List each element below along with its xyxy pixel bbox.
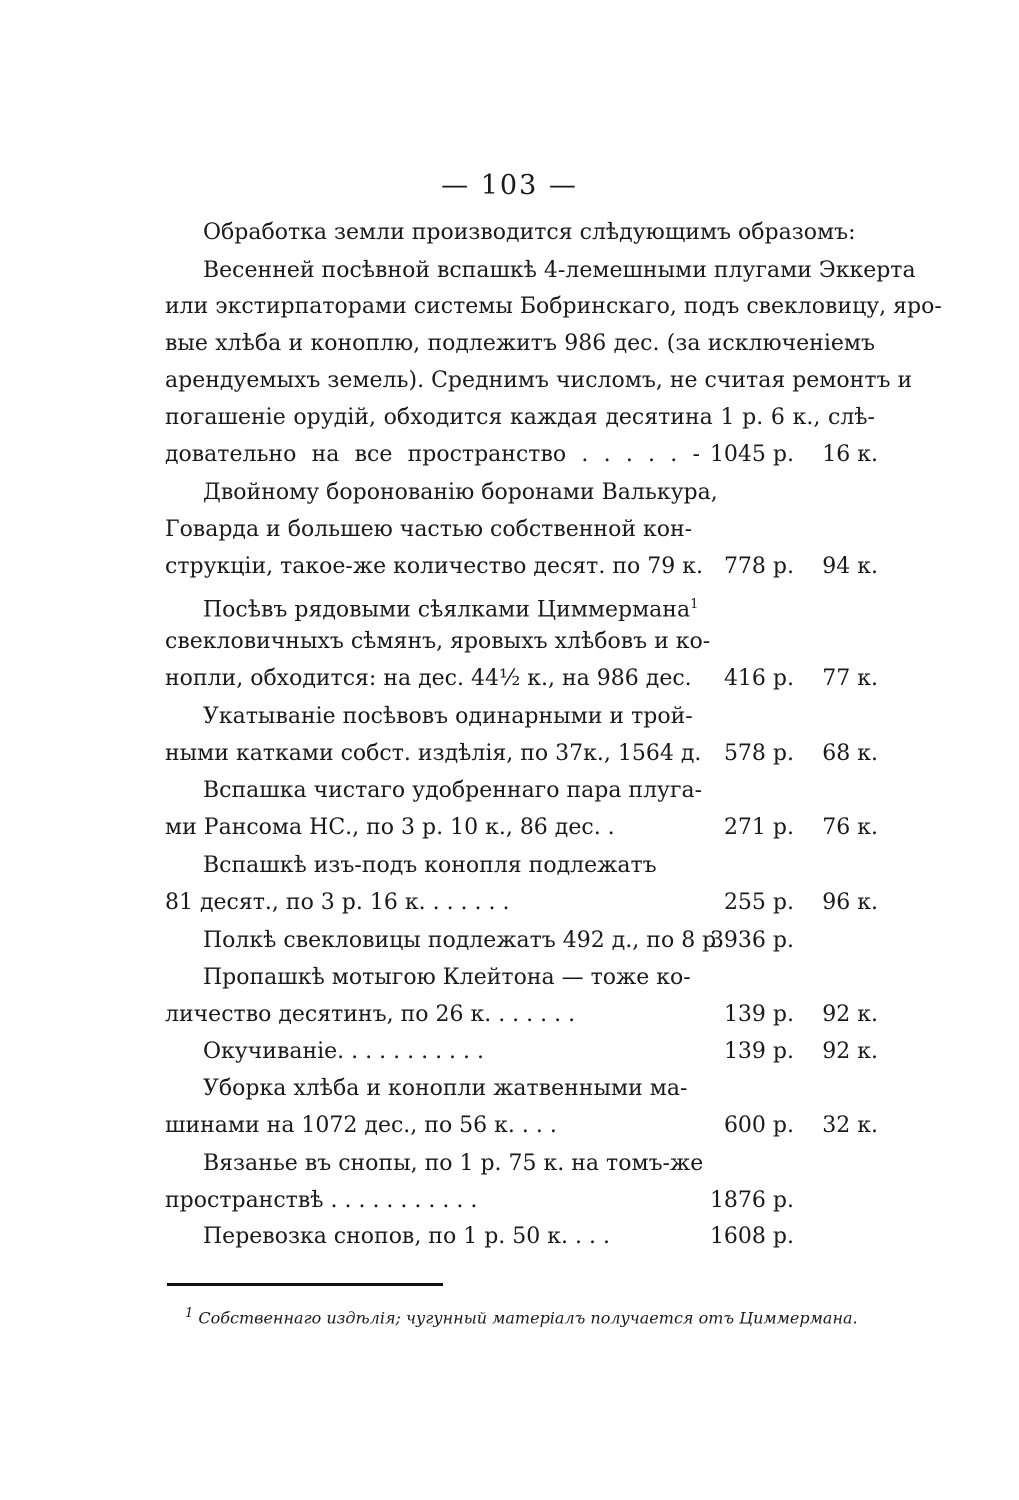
item-line: Вспашка чистаго удобреннаго пара плуга-: [203, 778, 703, 803]
amount-kopecks: 92 к.: [822, 1002, 878, 1027]
amount-kopecks: 92 к.: [822, 1039, 878, 1064]
amount-kopecks: 16 к.: [822, 442, 878, 467]
amount-kopecks: 68 к.: [822, 741, 878, 766]
item-line: Говарда и большею частью собственной кон-: [165, 517, 693, 542]
item-line: Уборка хлѣба и конопли жатвенными ма-: [203, 1076, 688, 1101]
para1-line: довательно на все пространство . . . . . -: [165, 442, 700, 467]
item-line: пространствѣ . . . . . . . . . . .: [165, 1188, 478, 1213]
amount-kopecks: 76 к.: [822, 815, 878, 840]
para1-line: Весенней посѣвной вспашкѣ 4-лемешными плугами Эккерта: [203, 258, 916, 283]
amount-rubles: 139 р.: [723, 1002, 794, 1027]
item-line: Полкѣ свекловицы подлежатъ 492 д., по 8 р.: [203, 928, 724, 953]
amount-rubles: 600 р.: [723, 1113, 794, 1138]
item-line: Окучиваніе. . . . . . . . . . .: [203, 1039, 485, 1064]
item-line: Пропашкѣ мотыгою Клейтона — тоже ко-: [203, 965, 691, 990]
item-line: Вязанье въ снопы, по 1 р. 75 к. на томъ-же: [203, 1151, 704, 1176]
footnote-marker: 1: [185, 1306, 194, 1321]
amount-rubles: 416 р.: [723, 666, 794, 691]
item-line: [203, 590, 698, 625]
para1-line: погашеніе орудій, обходится каждая десятина 1 р. 6 к., слѣ-: [165, 405, 875, 430]
footnote-text: Собственнаго издѣлія; чугунный матеріалъ получается отъ Циммермана.: [198, 1308, 858, 1328]
item-text: Посѣвъ рядовыми сѣялками Циммермана: [203, 597, 691, 623]
amount-rubles: 3936 р.: [709, 928, 794, 953]
item-line: свекловичныхъ сѣмянъ, яровыхъ хлѣбовъ и ко-: [165, 629, 711, 654]
page-number: — 103 —: [441, 170, 578, 201]
item-line: Укатываніе посѣвовъ одинарными и трой-: [203, 704, 693, 729]
amount-kopecks: 77 к.: [822, 666, 878, 691]
item-line: шинами на 1072 дес., по 56 к. . . .: [165, 1113, 557, 1138]
amount-rubles: 1045 р.: [709, 442, 794, 467]
item-line: ными катками собст. издѣлія, по 37к., 1564 д.: [165, 741, 702, 766]
amount-rubles: 271 р.: [723, 815, 794, 840]
amount-rubles: 578 р.: [723, 741, 794, 766]
item-line: Перевозка снопов, по 1 р. 50 к. . . .: [203, 1224, 610, 1249]
item-line: Двойному боронованію боронами Валькура,: [203, 480, 718, 505]
footnote: [185, 1306, 858, 1327]
amount-rubles: 139 р.: [723, 1039, 794, 1064]
footnote-divider: [167, 1283, 443, 1286]
footnote-ref: 1: [690, 597, 699, 612]
item-line: личество десятинъ, по 26 к. . . . . . .: [165, 1002, 576, 1027]
amount-kopecks: 96 к.: [822, 890, 878, 915]
amount-kopecks: 32 к.: [822, 1113, 878, 1138]
item-line: струкціи, такое-же количество десят. по 79 к.: [165, 554, 703, 579]
amount-rubles: 1876 р.: [709, 1188, 794, 1213]
amount-rubles: 1608 р.: [709, 1224, 794, 1249]
item-line: нопли, обходится: на дес. 44½ к., на 986 дес.: [165, 666, 692, 691]
para1-line: или экстирпаторами системы Бобринскаго, подъ свекловицу, яро-: [165, 294, 942, 319]
para1-line: арендуемыхъ земель). Среднимъ числомъ, не считая ремонтъ и: [165, 368, 913, 393]
item-line: ми Рансома НС., по 3 р. 10 к., 86 дес. .: [165, 815, 615, 840]
intro-line: Обработка земли производится слѣдующимъ образомъ:: [203, 220, 856, 245]
item-line: 81 десят., по 3 р. 16 к. . . . . . .: [165, 890, 510, 915]
amount-rubles: 255 р.: [723, 890, 794, 915]
amount-rubles: 778 р.: [723, 554, 794, 579]
amount-kopecks: 94 к.: [822, 554, 878, 579]
item-line: Вспашкѣ изъ-подъ конопля подлежатъ: [203, 853, 657, 878]
para1-line: вые хлѣба и коноплю, подлежитъ 986 дес. (за исключеніемъ: [165, 331, 875, 356]
